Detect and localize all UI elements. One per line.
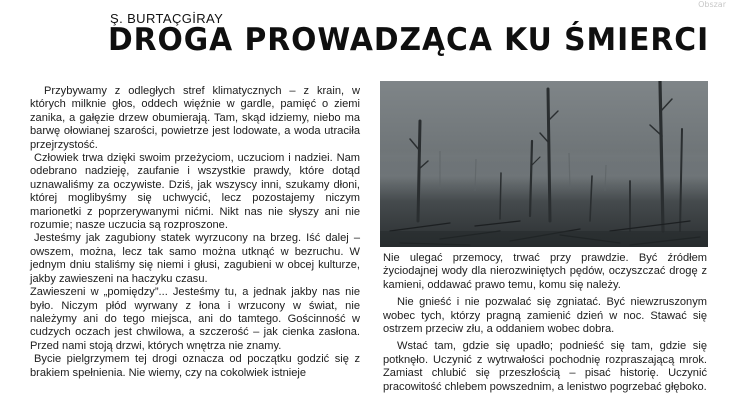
paragraph-5: Bycie pielgrzymem tej drogi oznacza od początku godzić się z brakiem spełnienia. Nie wiemy, czy na cokolwiek istnieje <box>30 353 360 379</box>
right-text-column <box>383 252 707 394</box>
dead-forest-photo <box>380 81 708 247</box>
paragraph-2: Człowiek trwa dzięki swoim przeżyciom, uczuciom i nadziei. Nam odebrano nadzieję, zaufanie i wszystkie prawdy, które dotąd uznawaliśmy za oczywiste. Dziś, jak wszyscy inni, szukamy dłoni, której moglibyśmy się uchwycić, lecz pozostajemy niczym marionetki z poprzerywanymi nićmi. Nikt nas nie słyszy ani nie rozumie; nasze uczucia są rozproszone. <box>30 152 360 232</box>
corner-watermark: Obszar <box>698 0 726 9</box>
paragraph-6: Nie ulegać przemocy, trwać przy prawdzie. Być źródłem życiodajnej wody dla nierozwiniętych pędów, oczyszczać drogę z kamieni, oddawać prawo temu, komu się należy. <box>383 252 707 291</box>
paragraph-4: Zawieszeni w „pomiędzy”... Jesteśmy tu, a jednak jakby nas nie było. Niczym płód wyrwany z łona i wrzucony w świat, nie należymy ani do tego miejsca, ani do tamtego. Gościnność w cudzych oczach jest chwilowa, a szczerość – jak cienka zasłona. Przed nami stoją drzwi, których wnętrza nie znamy. <box>30 286 360 352</box>
article-title: DROGA PROWADZĄCA KU ŚMIERCI <box>108 22 710 58</box>
paragraph-7: Nie gnieść i nie pozwalać się zgniatać. Być niewzruszonym wobec tych, którzy pragną zamienić dzień w noc. Stawać się ostrzem przeciw złu, a oddaniem wobec dobra. <box>383 296 707 336</box>
paragraph-1: Przybywamy z odległych stref klimatycznych – z krain, w których milknie głos, oddech więźnie w gardle, pamięć o ziemi zanika, a gałęzie drzew obumierają. Tam, skąd idziemy, niebo ma barwę ołowianej szarości, powietrze jest lodowate, a woda utraciła przejrzystość. <box>30 85 360 151</box>
left-text-column <box>30 85 360 380</box>
photo-illustration <box>380 81 708 247</box>
paragraph-3: Jesteśmy jak zagubiony statek wyrzucony na brzeg. Iść dalej – owszem, można, lecz tak samo można utknąć w bezruchu. W jednym dniu staliśmy się niemi i głusi, zagubieni w obcej kulturze, jakby zawieszeni na haczyku czasu. <box>30 232 360 285</box>
article-author: Ş. BURTAÇGİRAY <box>110 11 224 26</box>
paragraph-8: Wstać tam, gdzie się upadło; podnieść się tam, gdzie się potknęło. Uczynić z wytrwałości pochodnię rozpraszającą mrok. Zamiast chlubić się przeszłością – pisać historię. Uczynić pracowitość chlebem powszednim, a lenistwo pogrzebać głęboko. <box>383 340 707 393</box>
